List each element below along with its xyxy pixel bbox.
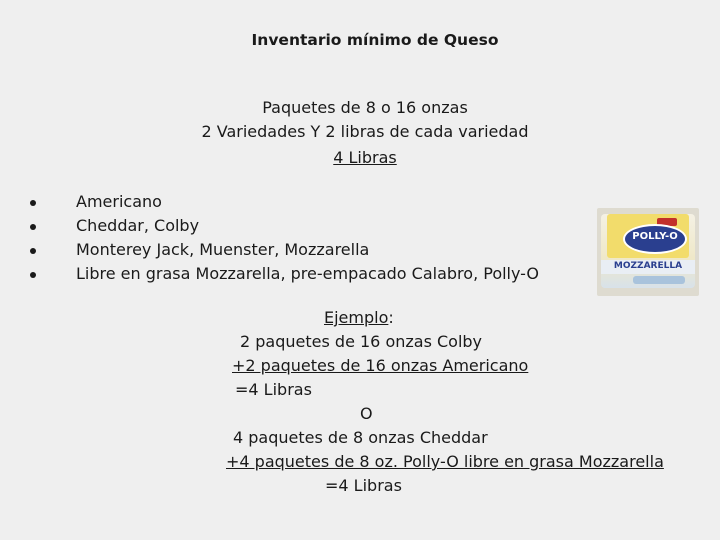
logo-text: POLLY-O xyxy=(632,231,678,242)
list-item: Americano xyxy=(28,190,539,214)
example-line: +4 paquetes de 8 oz. Polly-O libre en grasa Mozzarella xyxy=(226,452,664,471)
cheese-variety-list xyxy=(28,190,539,286)
list-item: Cheddar, Colby xyxy=(28,214,539,238)
example-label: Ejemplo xyxy=(324,308,389,327)
polly-o-mozzarella-image xyxy=(597,208,699,296)
total-pounds: 4 Libras xyxy=(333,148,397,167)
example-total: =4 Libras xyxy=(235,380,312,399)
example-or: O xyxy=(360,404,373,423)
list-item: Monterey Jack, Muenster, Mozzarella xyxy=(28,238,539,262)
package-size-line: Paquetes de 8 o 16 onzas xyxy=(262,98,468,117)
total-line-wrap xyxy=(0,148,720,167)
polly-o-logo xyxy=(623,224,687,254)
label-stripe xyxy=(633,276,685,284)
example-total: =4 Libras xyxy=(325,476,402,495)
label-band xyxy=(601,260,695,274)
example-line: +2 paquetes de 16 onzas Americano xyxy=(232,356,529,375)
example-line: 4 paquetes de 8 onzas Cheddar xyxy=(233,428,488,447)
label-text: MOZZARELLA xyxy=(613,261,683,271)
example-heading xyxy=(324,308,394,327)
varieties-line: 2 Variedades Y 2 libras de cada variedad xyxy=(201,122,529,141)
example-colon: : xyxy=(388,308,394,327)
page-title: Inventario mínimo de Queso xyxy=(251,31,499,49)
list-item: Libre en grasa Mozzarella, pre-empacado Calabro, Polly-O xyxy=(28,262,539,286)
example-line: 2 paquetes de 16 onzas Colby xyxy=(240,332,483,351)
